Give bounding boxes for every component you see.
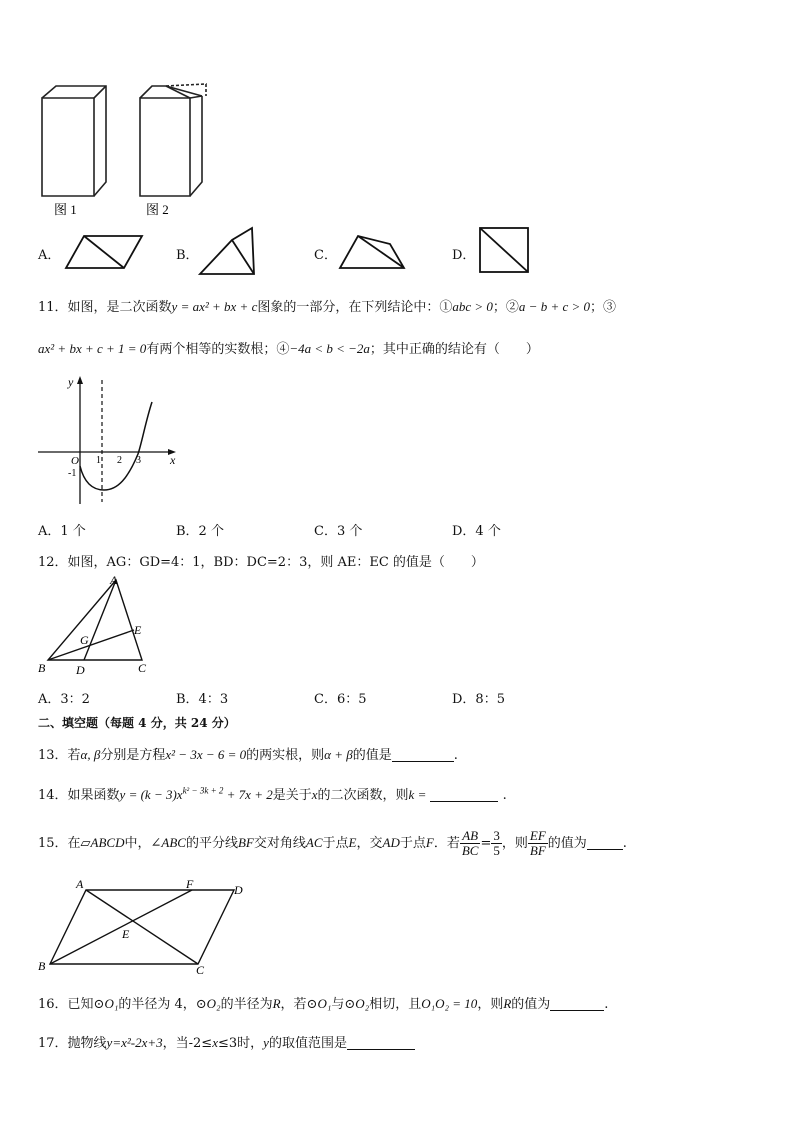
q15-ac: AC [305, 835, 323, 850]
q10-option-d-label: D． [452, 248, 476, 263]
q15-answer-blank[interactable] [587, 835, 623, 850]
q12-option-d: D．8：5 [452, 692, 505, 707]
q12-option-c: C．6：5 [314, 692, 367, 707]
label-d: D [234, 883, 243, 897]
q11-sep-2: ；② [492, 300, 519, 315]
q16-t1: 的半径为 4，⊙ [118, 997, 207, 1012]
q11-conclusion-3: ax² + bx + c + 1 = 0 [38, 341, 147, 356]
graph-origin-label: O [71, 455, 79, 467]
q15-question [38, 826, 627, 861]
q17-answer-blank[interactable] [347, 1035, 415, 1050]
q16-r-b: R [503, 996, 512, 1011]
q11-conclusion-1: abc > 0 [452, 299, 493, 314]
label-f: F [186, 877, 194, 891]
q11-prefix: 11．如图，是二次函数 [38, 300, 172, 315]
q10-option-c-figure [336, 230, 408, 272]
q14-function-tail: + 7x + 2 [223, 787, 273, 802]
q15-prefix: 15．在 [38, 836, 81, 851]
q15-frac1-den: BC [461, 843, 479, 858]
label-c: C [138, 661, 147, 675]
q17-t3: 的取值范围是 [268, 1036, 347, 1051]
graph-tick-1: 1 [96, 455, 101, 466]
q15-parallelogram-figure [34, 876, 256, 978]
q13-answer-blank[interactable] [392, 747, 454, 762]
q15-frac3-num: EF [529, 828, 546, 843]
q15-e: E [348, 835, 357, 850]
figure2-prism [140, 84, 206, 196]
q14-tail: . [502, 788, 507, 803]
q15-t7: ．若 [433, 836, 460, 851]
q13-equation: x² − 3x − 6 = 0 [165, 747, 247, 762]
q11-option-d: D．4 个 [452, 524, 501, 539]
q15-frac3-den: BF [529, 843, 546, 858]
q10-option-b-figure [196, 226, 260, 278]
q11-mid: 图象的一部分，在下列结论中：① [257, 300, 453, 315]
label-d: D [76, 663, 85, 677]
q16-t7: 的值为 [511, 997, 551, 1012]
q12-question: 12．如图，AG：GD=4：1，BD：DC=2：3，则 AE：EC 的值是（ ） [38, 555, 484, 570]
q14-function-exponent: k² − 3k + 2 [182, 785, 224, 796]
q16-o2: O₂ [206, 996, 221, 1011]
q10-option-d-figure [476, 224, 532, 276]
q15-t6: 于点 [399, 836, 426, 851]
q15-t5: ，交 [356, 836, 383, 851]
q16-t2: 的半径为 [220, 997, 273, 1012]
q14-end: 的二次函数，则 [317, 788, 409, 803]
q17-x: x [212, 1035, 218, 1050]
q16-o1-b: O₁ [317, 996, 332, 1011]
q16-r: R [272, 996, 281, 1011]
graph-y-label: y [68, 375, 74, 389]
q15-tail: . [622, 836, 627, 851]
graph-neg1-label: -1 [68, 468, 77, 479]
q16-answer-blank[interactable] [550, 996, 604, 1011]
figure2-caption: 图 2 [146, 202, 169, 217]
q14-var: x [311, 787, 318, 802]
q15-f: F [425, 835, 434, 850]
q15-frac2-den: 5 [493, 843, 500, 858]
q13-question [38, 744, 458, 763]
q13-end: 的值是 [352, 748, 392, 763]
q16-question [38, 993, 608, 1012]
q15-fraction-ab-bc [460, 829, 481, 858]
q12-option-a: A．3：2 [38, 692, 90, 707]
q14-answer-blank[interactable] [430, 787, 498, 802]
q15-t1: 中， [124, 836, 151, 851]
q14-mid: 是关于 [272, 788, 312, 803]
label-e: E [134, 623, 142, 637]
q16-t5: 相切，且 [369, 997, 422, 1012]
q15-t9: 的值为 [547, 836, 587, 851]
q16-o2-b: O₂ [355, 996, 370, 1011]
graph-tick-3: 3 [136, 455, 141, 466]
q12-option-b: B．4：3 [176, 692, 229, 707]
q13-mid2: 的两实根，则 [246, 748, 325, 763]
q11-end: ；其中正确的结论有（ ） [369, 342, 539, 357]
q17-question [38, 1032, 415, 1051]
q15-t8: ，则 [501, 836, 528, 851]
q10-option-a-figure [62, 232, 146, 272]
q11-option-c: C．3 个 [314, 524, 363, 539]
q13-mid: 分别是方程 [100, 748, 166, 763]
label-a: A [76, 877, 84, 891]
q11-conclusion-4: −4a < b < −2a [289, 341, 370, 356]
q17-prefix: 17．抛物线 [38, 1036, 107, 1051]
figure1-prism [42, 86, 106, 196]
q15-frac2-num: 3 [493, 828, 500, 843]
q15-t4: 于点 [322, 836, 349, 851]
q15-ad: AD [382, 835, 400, 850]
q13-prefix: 13．若 [38, 748, 81, 763]
q11-conclusion-2: a − b + c > 0 [518, 299, 591, 314]
q13-expression: α + β [324, 747, 353, 762]
q11-function: y = ax² + bx + c [171, 299, 258, 314]
q15-angle: ∠ABC [150, 835, 186, 850]
q10-option-c-label: C． [314, 248, 337, 263]
q17-function: y=x²-2x+3 [106, 1035, 163, 1050]
q14-question [38, 784, 507, 803]
q16-t6: ，则 [477, 997, 504, 1012]
label-g: G [80, 633, 89, 647]
q16-tail: . [604, 997, 609, 1012]
q11-option-b: B．2 个 [176, 524, 224, 539]
q15-bf: BF [237, 835, 254, 850]
q16-o1: O₁ [104, 996, 119, 1011]
q11-line1 [38, 296, 616, 315]
figure1-caption: 图 1 [54, 202, 77, 217]
label-e: E [122, 927, 130, 941]
q10-option-b-label: B． [176, 248, 199, 263]
graph-tick-2: 2 [117, 455, 122, 466]
label-b: B [38, 661, 46, 675]
q10-option-a-label: A． [38, 248, 61, 263]
q16-distance: O₁O₂ = 10 [421, 996, 478, 1011]
q14-prefix: 14．如果函数 [38, 788, 120, 803]
q17-t2: ≤3时， [217, 1036, 264, 1051]
q15-fraction-ef-bf [528, 829, 548, 858]
q11-option-a: A．1 个 [38, 524, 86, 539]
q13-tail: . [453, 748, 458, 763]
graph-x-label: x [170, 453, 176, 467]
q15-parallelogram: ▱ABCD [80, 835, 125, 850]
q11-sep-3: ；③ [590, 300, 617, 315]
q15-equals: = [480, 836, 492, 851]
q12-triangle-figure [34, 572, 164, 678]
q14-k: k = [408, 787, 427, 802]
q14-function-base: y = (k − 3)x [119, 787, 183, 802]
label-b: B [38, 959, 46, 973]
q16-t3: ，若⊙ [280, 997, 318, 1012]
label-c: C [196, 963, 205, 977]
q11-conclusion-3-text: 有两个相等的实数根；④ [146, 342, 290, 357]
label-a: A [110, 573, 118, 587]
q15-t3: 交对角线 [253, 836, 306, 851]
q11-parabola-graph [34, 370, 184, 510]
q16-prefix: 16．已知⊙ [38, 997, 105, 1012]
q15-frac1-num: AB [460, 829, 481, 844]
q16-t4: 与⊙ [331, 997, 356, 1012]
q10-prism-figures [30, 78, 220, 220]
q11-line2 [38, 338, 539, 357]
q15-t2: 的平分线 [185, 836, 238, 851]
q13-vars: α, β [80, 747, 101, 762]
q15-fraction-3-5 [491, 829, 502, 858]
q17-t1: ，当-2≤ [162, 1036, 213, 1051]
q17-y: y [263, 1035, 269, 1050]
section-title-fill-in: 二、填空题（每题 4 分，共 24 分） [38, 716, 236, 730]
